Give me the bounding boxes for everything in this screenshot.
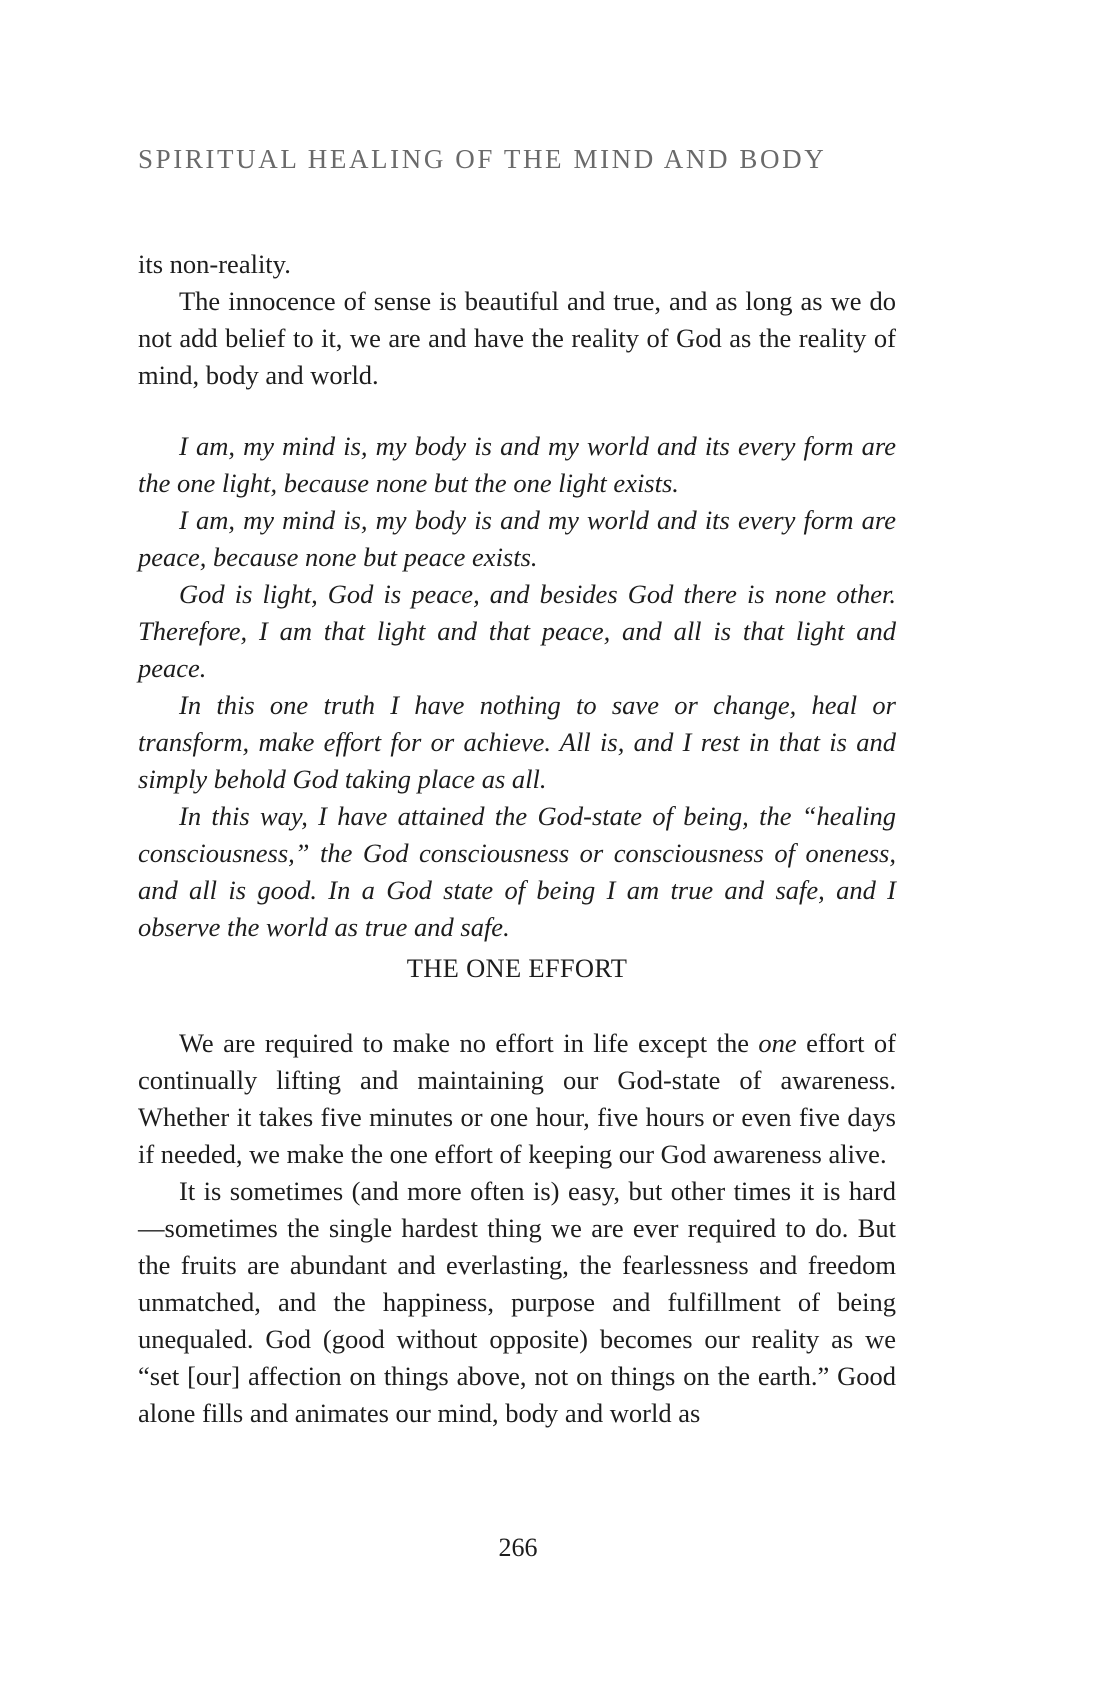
- page-number: 266: [498, 1533, 538, 1562]
- affirmation-attained: In this way, I have attained the God-state of being, the “healing consciousness,” the God consciousness or consciousness of oneness, and all is good. In a God state of being I am true and safe, and I observe the world as true and safe.: [138, 801, 896, 942]
- paragraph-sometimes-easy: It is sometimes (and more often is) easy, but other times it is hard—sometimes the single hardest thing we are ever required to do. But the fruits are abundant and everlasting, the fearlessness and freedom unmatched, and the happiness, purpose and fulfillment of being unequaled. God (good without opposite) becomes our reality as we “set [our] affection on things above, not on things on the earth.” Good alone fills and animates our mind, body and world as: [138, 1176, 896, 1428]
- opening-text: [138, 246, 896, 394]
- emphasis-one: one: [758, 1028, 797, 1058]
- section-heading: THE ONE EFFORT: [406, 953, 628, 983]
- paragraph-one-effort: [138, 1025, 896, 1173]
- affirmation-light: I am, my mind is, my body is and my world and its every form are the one light, because none but the one light exists.: [138, 431, 896, 498]
- section-body: [138, 1025, 896, 1432]
- affirmation-block: [138, 428, 896, 946]
- affirmation-god: God is light, God is peace, and besides God there is none other. Therefore, I am that light and that peace, and all is that light and peace.: [138, 579, 896, 683]
- text-span: We are required to make no effort in life except the: [179, 1028, 759, 1058]
- affirmation-rest: In this one truth I have nothing to save or change, heal or transform, make effort for or achieve. All is, and I rest in that is and simply behold God taking place as all.: [138, 690, 896, 794]
- paragraph-innocence: The innocence of sense is beautiful and true, and as long as we do not add belief to it, we are and have the reality of God as the reality of mind, body and world.: [138, 286, 896, 390]
- running-header: SPIRITUAL HEALING OF THE MIND AND BODY: [138, 144, 827, 174]
- paragraph-continuation: its non-reality.: [138, 249, 291, 279]
- text-span: effort of continually lifting and maintaining our God-state of awareness. Whether it takes five minutes or one hour, five hours or even five days if needed, we make the one effort of keeping our God awareness alive.: [138, 1028, 896, 1169]
- affirmation-peace: I am, my mind is, my body is and my world and its every form are peace, because none but peace exists.: [138, 505, 896, 572]
